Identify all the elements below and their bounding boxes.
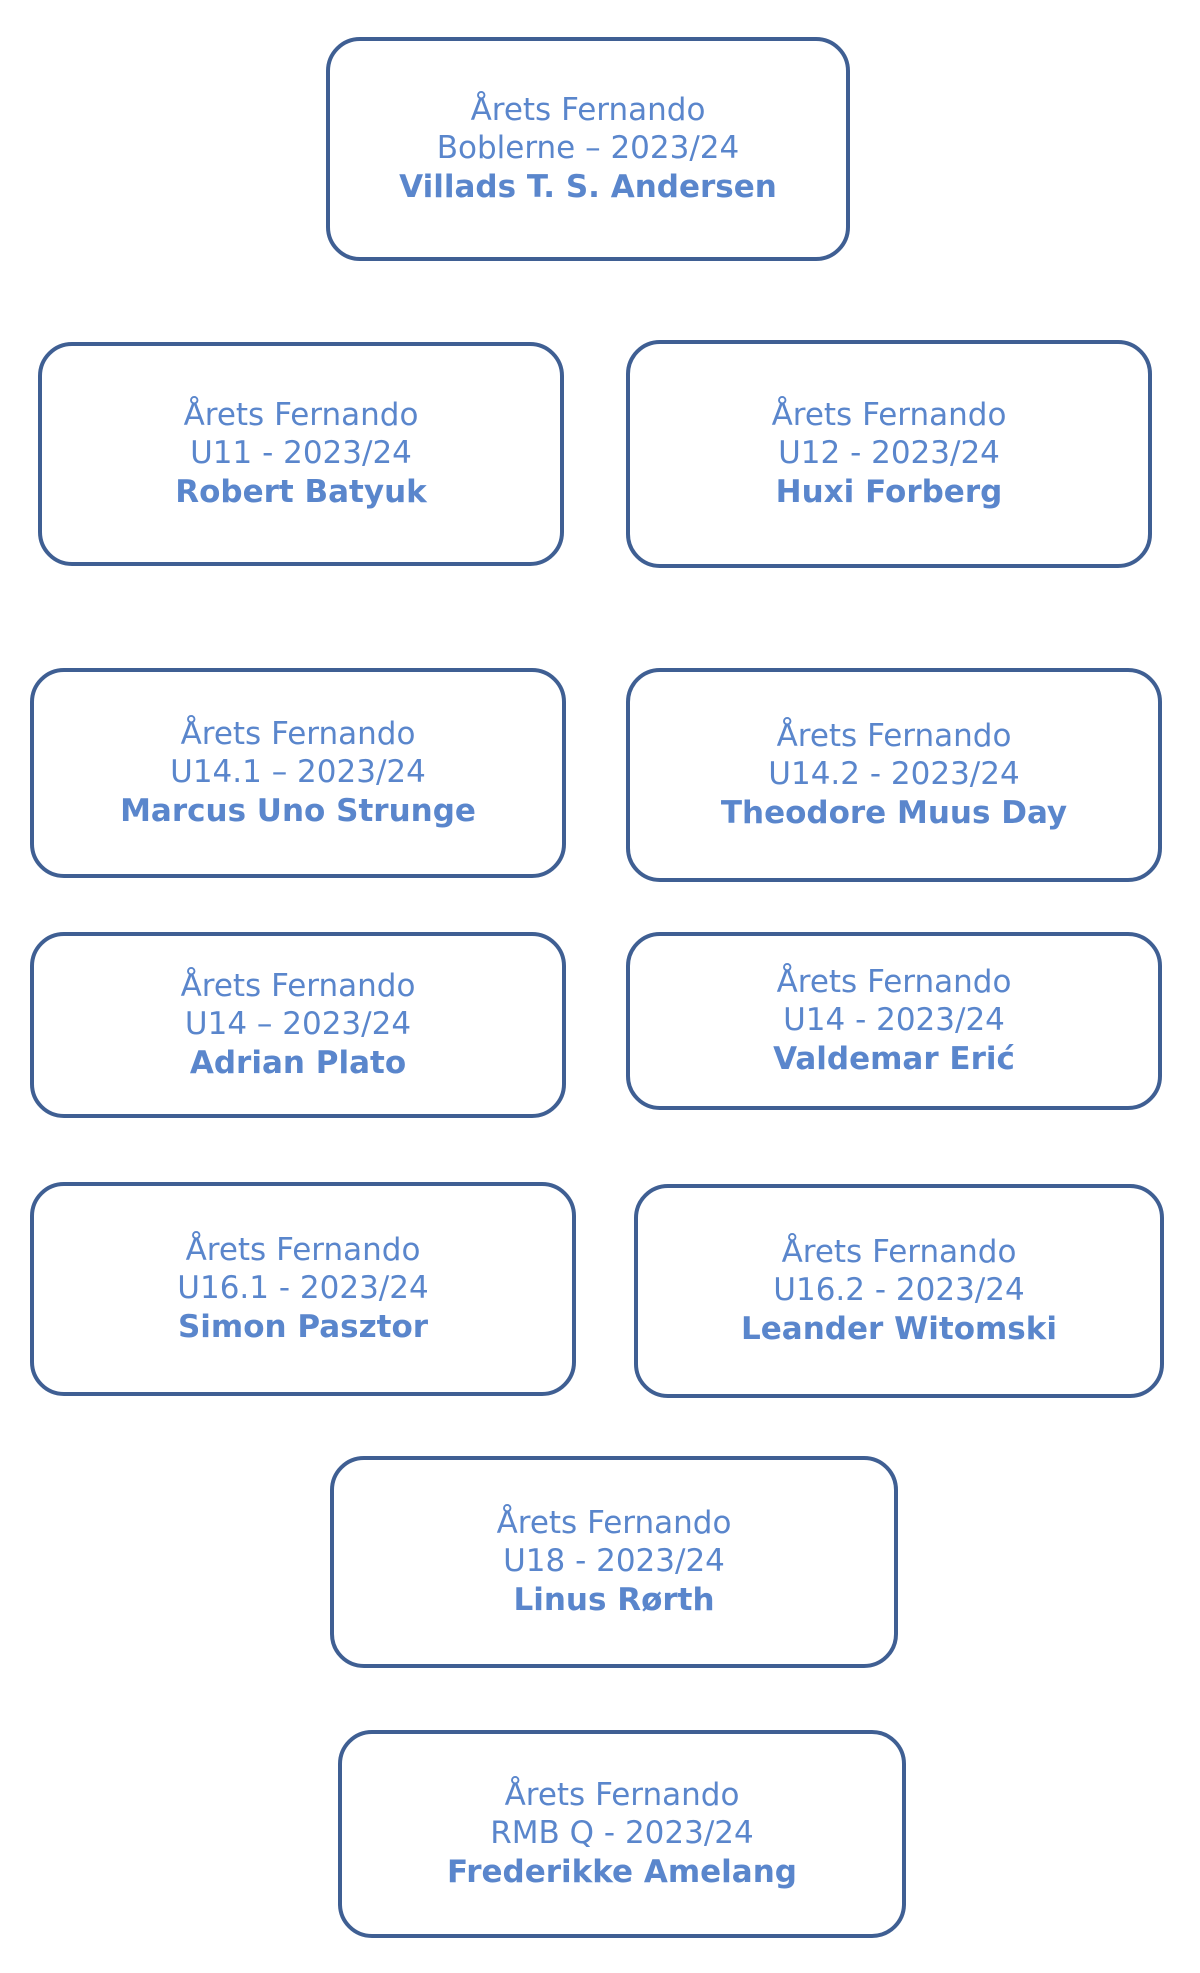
award-category: RMB Q - 2023/24	[490, 1815, 754, 1851]
award-category: U14 - 2023/24	[783, 1002, 1005, 1038]
award-card-u16-2	[634, 1184, 1164, 1398]
award-title: Årets Fernando	[185, 1232, 421, 1268]
award-title: Årets Fernando	[183, 397, 419, 433]
award-title: Årets Fernando	[771, 397, 1007, 433]
award-card-u14-1	[30, 668, 566, 878]
award-category: U16.2 - 2023/24	[773, 1272, 1025, 1308]
award-winner: Valdemar Erić	[773, 1041, 1015, 1077]
award-category: Boblerne – 2023/24	[436, 130, 740, 166]
award-card-boblerne	[326, 37, 850, 261]
award-card-u14-b	[626, 932, 1162, 1110]
award-category: U14 – 2023/24	[184, 1006, 412, 1042]
award-winner: Huxi Forberg	[775, 474, 1003, 510]
award-title: Årets Fernando	[776, 964, 1012, 1000]
award-card-u12	[626, 340, 1152, 568]
award-winner: Villads T. S. Andersen	[399, 169, 777, 205]
award-winner: Robert Batyuk	[175, 474, 427, 510]
award-card-u11	[38, 342, 564, 566]
award-category: U14.1 – 2023/24	[170, 754, 426, 790]
award-card-u18	[330, 1456, 898, 1668]
award-title: Årets Fernando	[470, 92, 706, 128]
award-title: Årets Fernando	[180, 716, 416, 752]
award-category: U16.1 - 2023/24	[177, 1270, 429, 1306]
award-winner: Simon Pasztor	[177, 1309, 429, 1345]
award-category: U18 - 2023/24	[503, 1543, 725, 1579]
award-card-u14-a	[30, 932, 566, 1118]
award-title: Årets Fernando	[504, 1777, 740, 1813]
award-title: Årets Fernando	[180, 968, 416, 1004]
award-title: Årets Fernando	[781, 1234, 1017, 1270]
award-card-u14-2	[626, 668, 1162, 882]
award-category: U11 - 2023/24	[190, 435, 412, 471]
award-winner: Linus Rørth	[513, 1582, 715, 1618]
award-card-u16-1	[30, 1182, 576, 1396]
award-title: Årets Fernando	[776, 718, 1012, 754]
award-winner: Adrian Plato	[189, 1045, 407, 1081]
award-winner: Leander Witomski	[741, 1311, 1057, 1347]
award-title: Årets Fernando	[496, 1505, 732, 1541]
award-winner: Marcus Uno Strunge	[120, 793, 476, 829]
award-winner: Frederikke Amelang	[447, 1854, 797, 1890]
award-card-rmb-q	[338, 1730, 906, 1938]
award-category: U14.2 - 2023/24	[768, 756, 1020, 792]
award-category: U12 - 2023/24	[778, 435, 1000, 471]
award-winner: Theodore Muus Day	[720, 795, 1068, 831]
